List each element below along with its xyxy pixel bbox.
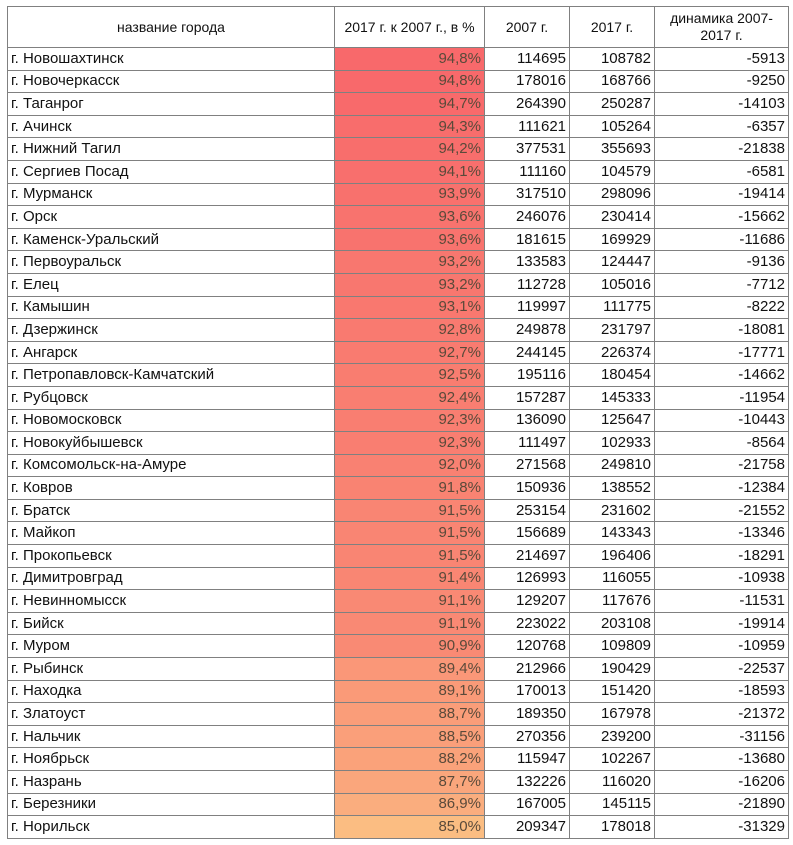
change-cell: -13680 [655,748,789,771]
ratio-cell: 93,9% [335,183,485,206]
ratio-cell: 94,8% [335,70,485,93]
table-row [8,793,789,816]
table-row [8,409,789,432]
ratio-cell: 94,1% [335,160,485,183]
value-2017-cell: 125647 [570,409,655,432]
change-cell: -22537 [655,658,789,681]
table-row [8,522,789,545]
table-row [8,432,789,455]
value-2017-cell: 116020 [570,771,655,794]
value-2017-cell: 102267 [570,748,655,771]
change-cell: -16206 [655,771,789,794]
change-cell: -18593 [655,680,789,703]
value-2017-cell: 117676 [570,590,655,613]
ratio-cell: 89,1% [335,680,485,703]
value-2007-cell: 212966 [485,658,570,681]
value-2017-cell: 355693 [570,138,655,161]
value-2007-cell: 253154 [485,499,570,522]
table-row [8,816,789,839]
value-2007-cell: 170013 [485,680,570,703]
change-cell: -31156 [655,725,789,748]
table-row [8,319,789,342]
city-cell: г. Братск [8,499,335,522]
table-row [8,115,789,138]
table-row [8,160,789,183]
city-cell: г. Новомосковск [8,409,335,432]
city-cell: г. Новошахтинск [8,48,335,71]
change-cell: -19414 [655,183,789,206]
city-cell: г. Мурманск [8,183,335,206]
ratio-cell: 91,5% [335,522,485,545]
value-2007-cell: 156689 [485,522,570,545]
change-cell: -5913 [655,48,789,71]
city-cell: г. Прокопьевск [8,545,335,568]
table-row [8,725,789,748]
table-row [8,477,789,500]
change-cell: -11531 [655,590,789,613]
change-cell: -21838 [655,138,789,161]
city-cell: г. Муром [8,635,335,658]
table-row [8,93,789,116]
city-cell: г. Майкоп [8,522,335,545]
city-cell: г. Назрань [8,771,335,794]
table-row [8,341,789,364]
value-2017-cell: 190429 [570,658,655,681]
city-cell: г. Находка [8,680,335,703]
ratio-cell: 93,6% [335,206,485,229]
change-cell: -14103 [655,93,789,116]
value-2017-cell: 104579 [570,160,655,183]
value-2007-cell: 246076 [485,206,570,229]
change-cell: -8222 [655,296,789,319]
value-2017-cell: 230414 [570,206,655,229]
city-cell: г. Таганрог [8,93,335,116]
value-2017-cell: 145115 [570,793,655,816]
ratio-cell: 86,9% [335,793,485,816]
table-row [8,386,789,409]
value-2007-cell: 132226 [485,771,570,794]
value-2017-cell: 180454 [570,364,655,387]
table-row [8,364,789,387]
value-2017-cell: 169929 [570,228,655,251]
value-2007-cell: 249878 [485,319,570,342]
table-row [8,680,789,703]
value-2007-cell: 271568 [485,454,570,477]
change-cell: -18291 [655,545,789,568]
change-cell: -7712 [655,273,789,296]
table-row [8,658,789,681]
value-2007-cell: 189350 [485,703,570,726]
value-2017-cell: 239200 [570,725,655,748]
value-2017-cell: 116055 [570,567,655,590]
city-cell: г. Елец [8,273,335,296]
city-population-table [7,6,789,839]
value-2007-cell: 317510 [485,183,570,206]
change-cell: -21890 [655,793,789,816]
ratio-cell: 91,5% [335,499,485,522]
value-2007-cell: 136090 [485,409,570,432]
city-cell: г. Рыбинск [8,658,335,681]
value-2017-cell: 151420 [570,680,655,703]
table-row [8,499,789,522]
table-row [8,70,789,93]
change-cell: -10959 [655,635,789,658]
value-2007-cell: 181615 [485,228,570,251]
ratio-cell: 92,8% [335,319,485,342]
table-row [8,296,789,319]
change-cell: -21758 [655,454,789,477]
ratio-cell: 94,2% [335,138,485,161]
ratio-cell: 85,0% [335,816,485,839]
table-row [8,771,789,794]
value-2007-cell: 114695 [485,48,570,71]
value-2017-cell: 231797 [570,319,655,342]
table-row [8,545,789,568]
value-2007-cell: 214697 [485,545,570,568]
table-row [8,138,789,161]
table-row [8,183,789,206]
change-cell: -17771 [655,341,789,364]
value-2007-cell: 209347 [485,816,570,839]
header-ratio: 2017 г. к 2007 г., в % [335,7,485,48]
ratio-cell: 93,2% [335,273,485,296]
value-2017-cell: 203108 [570,612,655,635]
value-2007-cell: 111621 [485,115,570,138]
ratio-cell: 93,2% [335,251,485,274]
city-cell: г. Нижний Тагил [8,138,335,161]
ratio-cell: 87,7% [335,771,485,794]
city-cell: г. Первоуральск [8,251,335,274]
value-2017-cell: 124447 [570,251,655,274]
value-2007-cell: 115947 [485,748,570,771]
city-cell: г. Бийск [8,612,335,635]
value-2007-cell: 126993 [485,567,570,590]
city-cell: г. Новокуйбышевск [8,432,335,455]
city-cell: г. Ноябрьск [8,748,335,771]
table-row [8,748,789,771]
value-2017-cell: 226374 [570,341,655,364]
table-row [8,454,789,477]
change-cell: -21552 [655,499,789,522]
ratio-cell: 92,4% [335,386,485,409]
value-2007-cell: 264390 [485,93,570,116]
value-2017-cell: 105016 [570,273,655,296]
table-row [8,567,789,590]
city-cell: г. Камышин [8,296,335,319]
value-2007-cell: 111497 [485,432,570,455]
ratio-cell: 91,8% [335,477,485,500]
city-cell: г. Дзержинск [8,319,335,342]
change-cell: -10938 [655,567,789,590]
table-row [8,48,789,71]
city-cell: г. Димитровград [8,567,335,590]
table-row [8,251,789,274]
ratio-cell: 91,5% [335,545,485,568]
value-2007-cell: 112728 [485,273,570,296]
ratio-cell: 88,2% [335,748,485,771]
change-cell: -21372 [655,703,789,726]
value-2017-cell: 138552 [570,477,655,500]
city-cell: г. Рубцовск [8,386,335,409]
city-cell: г. Сергиев Посад [8,160,335,183]
value-2007-cell: 111160 [485,160,570,183]
ratio-cell: 93,1% [335,296,485,319]
change-cell: -6581 [655,160,789,183]
table-row [8,228,789,251]
change-cell: -10443 [655,409,789,432]
city-cell: г. Комсомольск-на-Амуре [8,454,335,477]
header-row [8,7,789,48]
header-2017: 2017 г. [570,7,655,48]
change-cell: -12384 [655,477,789,500]
ratio-cell: 92,7% [335,341,485,364]
city-cell: г. Невинномысск [8,590,335,613]
table-row [8,635,789,658]
city-cell: г. Ковров [8,477,335,500]
table-body [8,48,789,839]
ratio-cell: 94,8% [335,48,485,71]
ratio-cell: 94,7% [335,93,485,116]
city-cell: г. Златоуст [8,703,335,726]
ratio-cell: 94,3% [335,115,485,138]
change-cell: -9136 [655,251,789,274]
city-cell: г. Петропавловск-Камчатский [8,364,335,387]
value-2017-cell: 143343 [570,522,655,545]
city-cell: г. Березники [8,793,335,816]
ratio-cell: 92,5% [335,364,485,387]
change-cell: -19914 [655,612,789,635]
value-2017-cell: 109809 [570,635,655,658]
change-cell: -11686 [655,228,789,251]
value-2007-cell: 195116 [485,364,570,387]
ratio-cell: 88,7% [335,703,485,726]
value-2007-cell: 129207 [485,590,570,613]
change-cell: -6357 [655,115,789,138]
change-cell: -11954 [655,386,789,409]
value-2017-cell: 178018 [570,816,655,839]
value-2007-cell: 167005 [485,793,570,816]
ratio-cell: 88,5% [335,725,485,748]
value-2007-cell: 377531 [485,138,570,161]
change-cell: -8564 [655,432,789,455]
change-cell: -14662 [655,364,789,387]
change-cell: -18081 [655,319,789,342]
value-2017-cell: 249810 [570,454,655,477]
table-row [8,612,789,635]
value-2017-cell: 145333 [570,386,655,409]
change-cell: -31329 [655,816,789,839]
ratio-cell: 92,3% [335,432,485,455]
value-2017-cell: 168766 [570,70,655,93]
ratio-cell: 91,1% [335,590,485,613]
value-2017-cell: 105264 [570,115,655,138]
table-row [8,273,789,296]
value-2007-cell: 223022 [485,612,570,635]
change-cell: -13346 [655,522,789,545]
table-row [8,590,789,613]
ratio-cell: 92,3% [335,409,485,432]
ratio-cell: 89,4% [335,658,485,681]
city-cell: г. Норильск [8,816,335,839]
value-2017-cell: 167978 [570,703,655,726]
change-cell: -9250 [655,70,789,93]
value-2007-cell: 244145 [485,341,570,364]
header-city: название города [8,7,335,48]
value-2017-cell: 108782 [570,48,655,71]
table-row [8,206,789,229]
value-2007-cell: 178016 [485,70,570,93]
city-cell: г. Ангарск [8,341,335,364]
ratio-cell: 91,1% [335,612,485,635]
header-change: динамика 2007-2017 г. [655,7,789,48]
value-2017-cell: 231602 [570,499,655,522]
ratio-cell: 93,6% [335,228,485,251]
value-2007-cell: 157287 [485,386,570,409]
value-2017-cell: 102933 [570,432,655,455]
value-2017-cell: 250287 [570,93,655,116]
value-2007-cell: 270356 [485,725,570,748]
change-cell: -15662 [655,206,789,229]
ratio-cell: 90,9% [335,635,485,658]
value-2007-cell: 120768 [485,635,570,658]
table-row [8,703,789,726]
city-cell: г. Орск [8,206,335,229]
value-2017-cell: 111775 [570,296,655,319]
value-2007-cell: 150936 [485,477,570,500]
value-2017-cell: 298096 [570,183,655,206]
city-cell: г. Новочеркасск [8,70,335,93]
value-2007-cell: 119997 [485,296,570,319]
value-2007-cell: 133583 [485,251,570,274]
city-cell: г. Каменск-Уральский [8,228,335,251]
city-cell: г. Ачинск [8,115,335,138]
value-2017-cell: 196406 [570,545,655,568]
header-2007: 2007 г. [485,7,570,48]
city-cell: г. Нальчик [8,725,335,748]
ratio-cell: 91,4% [335,567,485,590]
ratio-cell: 92,0% [335,454,485,477]
